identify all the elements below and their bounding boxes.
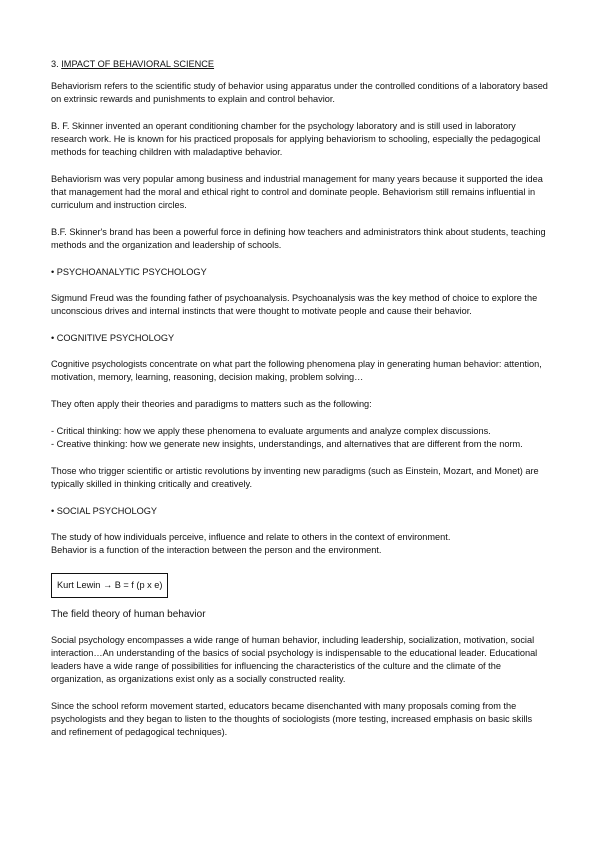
section-title: IMPACT OF BEHAVIORAL SCIENCE (61, 59, 215, 69)
subsection-cognitive: • COGNITIVE PSYCHOLOGY (51, 333, 175, 343)
section-heading (51, 58, 549, 71)
paragraph-theories: They often apply their theories and paradigms to matters such as the following: (51, 399, 372, 409)
paragraph-behaviorism-popularity: Behaviorism was very popular among business and industrial management for many years because it supported the idea that management had the moral and ethical right to control and dominate people. Behaviorism still remains influential in curriculum and instruction circles. (51, 174, 543, 210)
paragraph-behaviorism-definition: Behaviorism refers to the scientific study of behavior using apparatus under the controlled conditions of a laboratory based on extrinsic rewards and punishments to explain and control behavior. (51, 81, 548, 104)
paragraph-behavior-function: Behavior is a function of the interaction between the person and the environment. (51, 545, 382, 555)
paragraph-social-study: The study of how individuals perceive, influence and relate to others in the context of environment. (51, 532, 451, 542)
paragraph-cognitive: Cognitive psychologists concentrate on what part the following phenomena play in generating human behavior: attention, motivation, memory, learning, reasoning, decision making, problem solving… (51, 359, 542, 382)
paragraph-skinner: B. F. Skinner invented an operant conditioning chamber for the psychology laboratory and is still used in laboratory research work. He is known for his practiced proposals for applying behaviorism to schooling, especially the pedagogical methods for teaching children with maladaptive behavior. (51, 121, 541, 157)
section-number: 3. (51, 59, 59, 69)
subsection-social: • SOCIAL PSYCHOLOGY (51, 506, 158, 516)
document-page (51, 58, 549, 753)
paragraph-school-reform: Since the school reform movement started, educators became disenchanted with many proposals coming from the psychologists and they began to listen to the thoughts of sociologists (more testing, increased emphasis on basic skills and refinement of pedagogical techniques). (51, 701, 533, 737)
paragraph-revolutions: Those who trigger scientific or artistic revolutions by inventing new paradigms (such as Einstein, Mozart, and Monet) are typically skilled in thinking critically and creatively. (51, 466, 539, 489)
paragraph-skinner-brand: B.F. Skinner's brand has been a powerful force in defining how teachers and administrators think about students, teaching methods and the organization and leadership of schools. (51, 227, 546, 250)
list-item-creative-thinking: - Creative thinking: how we generate new insights, understandings, and alternatives that are different from the norm. (51, 439, 523, 449)
subsection-psychoanalytic: • PSYCHOANALYTIC PSYCHOLOGY (51, 267, 207, 277)
list-item-critical-thinking: - Critical thinking: how we apply these phenomena to evaluate arguments and analyze complex discussions. (51, 426, 491, 436)
paragraph-freud: Sigmund Freud was the founding father of psychoanalysis. Psychoanalysis was the key method of choice to explore the unconscious drives and internal instincts that were thought to motivate people and cause their behavior. (51, 293, 538, 316)
formula-box: Kurt Lewin → B = f (p x e) (51, 573, 168, 598)
paragraph-social-psychology: Social psychology encompasses a wide range of human behavior, including leadership, socialization, motivation, social interaction…An understanding of the basics of social psychology is indispensable to the educational leader. Educational leaders have a wide range of possibilities for influencing the characteristics of the culture and the climate of the organization, as organizations exist only as a socially constructed reality. (51, 635, 538, 684)
formula-caption: The field theory of human behavior (51, 609, 206, 620)
